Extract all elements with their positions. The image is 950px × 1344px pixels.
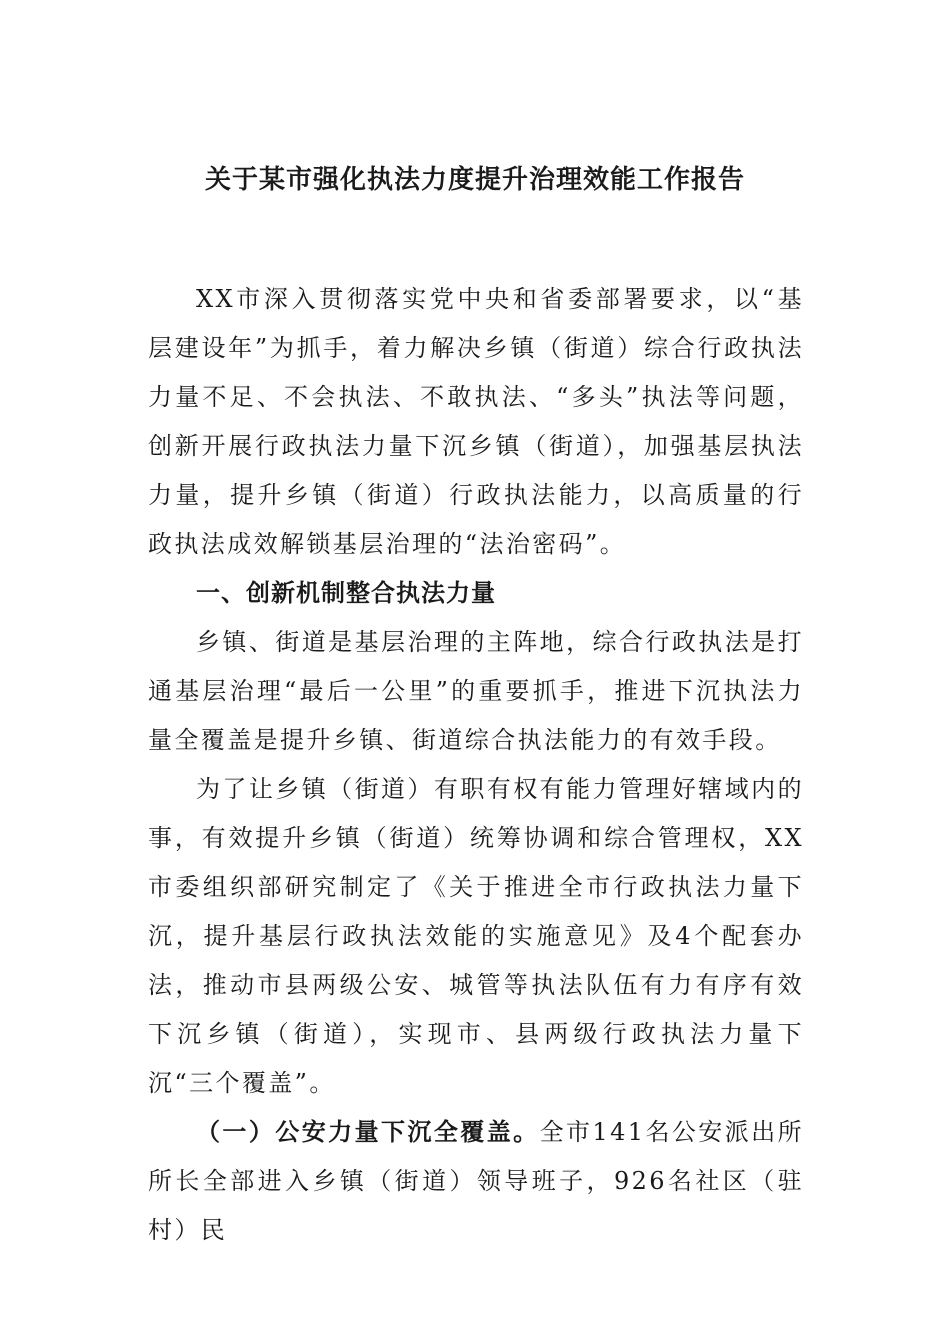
paragraph-police-coverage-text: 全市141名公安派出所所长全部进入乡镇（街道）领导班子，926名社区（驻村）民 xyxy=(148,1118,804,1244)
paragraph-police-coverage-lead: （一）公安力量下沉全覆盖。 xyxy=(196,1118,540,1146)
paragraph-section-1-intro: 乡镇、街道是基层治理的主阵地，综合行政执法是打通基层治理“最后一公里”的重要抓手，推进下沉执法力量全覆盖是提升乡镇、街道综合执法能力的有效手段。 xyxy=(148,628,804,754)
paragraph-police-coverage xyxy=(148,1108,804,1255)
document-title: 关于某市强化执法力度提升治理效能工作报告 xyxy=(204,165,745,195)
document-body xyxy=(148,275,804,1255)
paragraph-intro: XX市深入贯彻落实党中央和省委部署要求，以“基层建设年”为抓手，着力解决乡镇（街道）综合行政执法力量不足、不会执法、不敢执法、“多头”执法等问题，创新开展行政执法力量下沉乡镇（街道），加强基层执法力量，提升乡镇（街道）行政执法能力，以高质量的行政执法成效解锁基层治理的“法治密码”。 xyxy=(148,285,804,558)
paragraph-implementation: 为了让乡镇（街道）有职有权有能力管理好辖域内的事，有效提升乡镇（街道）统筹协调和综合管理权，XX市委组织部研究制定了《关于推进全市行政执法力量下沉，提升基层行政执法效能的实施意见》及4个配套办法，推动市县两级公安、城管等执法队伍有力有序有效下沉乡镇（街道），实现市、县两级行政执法力量下沉“三个覆盖”。 xyxy=(148,775,804,1097)
section-heading-1: 一、创新机制整合执法力量 xyxy=(196,579,496,607)
